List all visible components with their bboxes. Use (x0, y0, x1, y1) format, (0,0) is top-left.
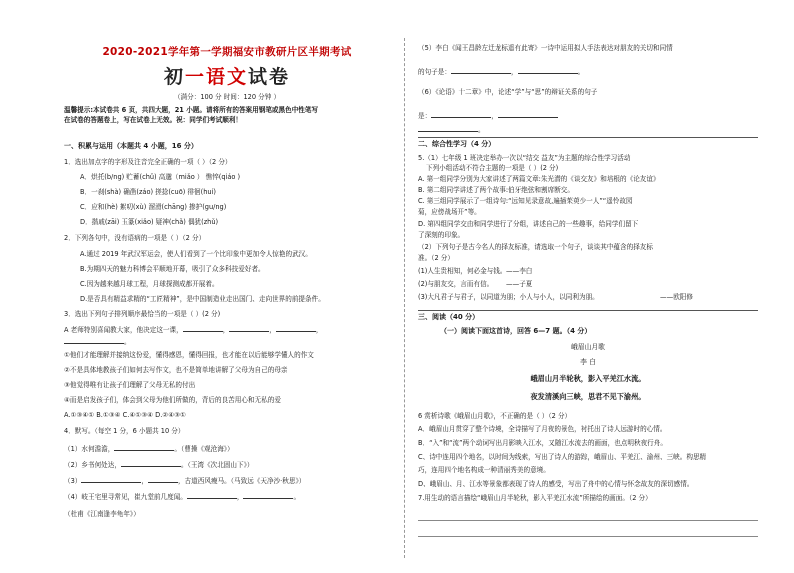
q6-option-b: B．“入”和“流”两个动词写出月影映入江水，又随江水流去的画面，也点明秋夜行舟。 (418, 439, 667, 447)
q4-item-5: （5）李白《闻王昌龄左迁龙标遥有此寄》一诗中运用拟人手法表达对朋友的关切和同情 (418, 44, 673, 52)
notice-line-1: 温馨提示:本试卷共 6 页，共四大题，21 小题。请将所有的答案用钢笔或黑色中性笔写 (64, 106, 319, 114)
notice-line-2: 在试卷的答题卷上，写在试卷上无效。祝：同学们考试顺利！ (64, 116, 243, 124)
q5-option-d-cont: 了深刻的印象。 (418, 231, 465, 239)
q2-option-d: D.是否具有精益求精的“工匠精神”，是中国制造业走出国门、走向世界的前提条件。 (80, 295, 325, 303)
q1-option-a: A．烘托(b/ng) 贮蓄(chǔ) 高邈（miǎo ） 憔悴(qiáo ) (80, 173, 241, 181)
q4-blank-1 (114, 443, 174, 451)
column-divider (404, 38, 405, 558)
quote-3-author: ——欧阳修 (660, 293, 693, 301)
q2-option-c: C.因为越来越月球工程，月球探测成都开展着。 (80, 280, 219, 288)
quote-1-author: ——李白 (506, 267, 533, 275)
q4-item-2: （2）乡书何处达， 。（王湾《次北固山下》） (64, 461, 254, 469)
q3-sentence-1: ①他们才能理解并接纳这份爱，懂得感恩，懂得回报，也才能在以后能够学懂人的作文 (64, 351, 314, 359)
question-1: 1．选出加点字的字形及注音完全正确的一项（ ）（2 分） (64, 158, 232, 166)
q4-item-6: （6）《论语》十二章》中，论述“学”与“思”的辩证关系的句子 (418, 88, 598, 96)
exam-meta: （满分：100 分 时间：120 分钟 ） (173, 93, 281, 101)
q4-item-5-answer: 的句子是： ， 。 (418, 68, 585, 76)
question-2: 2．下列各句中，没有语病的一项是（ ）（2 分） (64, 234, 206, 242)
q4-item-4-source: （杜甫《江南逢李龟年》） (64, 510, 140, 518)
q3-blank-3 (276, 324, 316, 332)
q6-option-c: C、诗中连用四个地名，以时间为线索，写出了诗人的游踪，峨眉山、平羌江、渝州、三峡。构思精 (418, 453, 707, 461)
quote-3: (3)大凡君子与君子，以同道为朋；小人与小人，以同利为朋。 (418, 293, 599, 301)
q3-blank-2 (229, 324, 269, 332)
q6-option-d: D、峨眉山、月、江水等景象都表现了诗人的感受，写出了舟中的心情与怀念故友的深切感情。 (418, 480, 694, 488)
q5-option-c-cont: 菊，应傍战场开”等。 (418, 208, 481, 216)
question-5-2: （2）下列句子是古今名人的择友标准，请选取一个句子，谈谈其中蕴含的择友标 (418, 243, 653, 251)
question-3: 3．选出下列句子排列顺序最恰当的一项是（ ）(2 分) (64, 310, 221, 318)
q4-blank-4 (187, 491, 237, 499)
q3-sentence-4: ④而是启发孩子们，体会到父母为他们所做的，背后的良苦用心和无私的爱 (64, 396, 281, 404)
poem-line-2: 夜发清溪向三峡，思君不见下渝州。 (530, 392, 646, 401)
q5-option-c: C. 第三组同学展示了一组诗句:“远知见录意故,遍插茱萸少一人”“遥怜故园 (418, 197, 633, 205)
q4-item-1: （1）水何澹澹， 。（曹操《观沧海》） (64, 445, 234, 453)
question-5-2-cont: 准。（2 分） (418, 254, 454, 262)
q6-option-c-cont: 巧，连用四个地名构成一种清丽秀美的意境。 (418, 466, 550, 474)
q6-trailing-blank: 。 (418, 124, 485, 135)
quote-1: (1)人生贵相知，何必金与钱。 (418, 267, 507, 275)
q4-item-6-answer: 是： ， (418, 110, 558, 121)
q5-option-b: B. 第二组同学讲述了两个故事:伯牙绝弦和割席断交。 (418, 186, 574, 194)
q3-trailing-blank: 。 (64, 336, 131, 347)
q5-option-a: A. 第一组同学分别为大家讲述了两篇文章:朱光潜的《谈交友》和培根的《论友谊》 (418, 175, 660, 183)
q1-option-c: C．应和(hè) 絮叨(xù) 溜滑(chāng) 掺护(gu/ng) (80, 203, 227, 211)
section-1-heading: 一、积累与运用（本题共 4 小题，16 分） (64, 142, 198, 150)
subsection-1-heading: （一）阅读下面这首诗，回答 6—7 题。（4 分） (440, 327, 592, 335)
quote-2: (2)与朋友交，言而有信。 (418, 280, 494, 288)
q2-option-a: A.通过 2019 年武汉军运会，使人们看到了一个比印象中更加令人惊艳的武汉。 (80, 250, 312, 258)
section-2-rule (418, 137, 758, 138)
question-5: 5.（1）七年级 1 班决定举办一次以“结交 益友”为主题的综合性学习活动 (418, 154, 631, 162)
q7-answer-line-2 (418, 536, 758, 537)
q3-options: A.①③④① B.①③④ C.④①③④ D.②④③① (64, 411, 186, 419)
q5-option-d: D. 第四组同学交由和同学进行了分组，讲述自己的一些趣事，给同学们留下 (418, 220, 639, 228)
q4-item-4: （4）岐王宅里寻常见，崔九堂前几度闻。 ， 。 (64, 493, 301, 501)
poem-title: 峨眉山月歌 (571, 343, 605, 351)
question-5-1: 下列小组活动不符合主题的一项是（ ）(2 分) (426, 164, 559, 172)
q5-blank-1 (451, 66, 511, 74)
poem-author: 李 白 (580, 358, 596, 366)
exam-subtitle: 初一语文试卷 (163, 66, 291, 88)
q2-option-b: B.为期四天的魅力科博会平顺地开幕，吸引了众多科技爱好者。 (80, 265, 265, 273)
question-4: 4．默写。（每空 1 分，6 小题共 10 分） (64, 427, 185, 435)
q4-item-3: （3） ， ，古道西风瘦马。（马致远《天净沙·秋思》） (64, 477, 306, 485)
q4-blank-3 (81, 475, 141, 483)
q4-blank-2 (121, 459, 181, 467)
quote-2-author: ——子夏 (506, 280, 533, 288)
section-3-rule (418, 310, 758, 311)
q1-option-b: B．一刹(shà) 确凿(záo) 搓捻(cuō) 徘徊(huí) (80, 188, 216, 196)
q3-sentence-3: ③他觉得唯有让孩子们理解了父母无私的付出 (64, 381, 196, 389)
question-6: 6 赏析诗歌《峨眉山月歌》，不正确的是（ ）（2 分） (418, 412, 572, 420)
exam-title: 2020-2021学年第一学期福安市教研片区半期考试 (102, 46, 352, 58)
section-2-heading: 二、综合性学习（4 分） (418, 140, 496, 148)
section-3-heading: 三、阅读（40 分） (418, 313, 480, 321)
q3-blank-1 (183, 324, 223, 332)
q6-blank-1 (431, 110, 491, 118)
q7-answer-line-1 (418, 520, 758, 521)
q3-lead: A 老师特别喜闻教大家，他决定这一课， ， ， ， (64, 326, 323, 334)
poem-line-1: 峨眉山月半轮秋，影入平羌江水流。 (530, 374, 646, 383)
question-7: 7.用生动的语言描绘“峨眉山月半轮秋，影入平羌江水流”所描绘的画面。（2 分） (418, 494, 652, 502)
q1-option-d: D．揩戚(zāi) 玉篆(xiǎo) 疑神(chǎ) 偶犹(zhǔ) (80, 218, 219, 226)
q6-option-a: A．峨眉山月贯穿了整个诗境，全诗描写了月夜的景色，衬托出了诗人远游时的心情。 (418, 425, 667, 433)
q3-sentence-2: ②不是具体地教孩子们如何去写作文，也不是简单地讲解了父母为自己的母亲 (64, 366, 288, 374)
